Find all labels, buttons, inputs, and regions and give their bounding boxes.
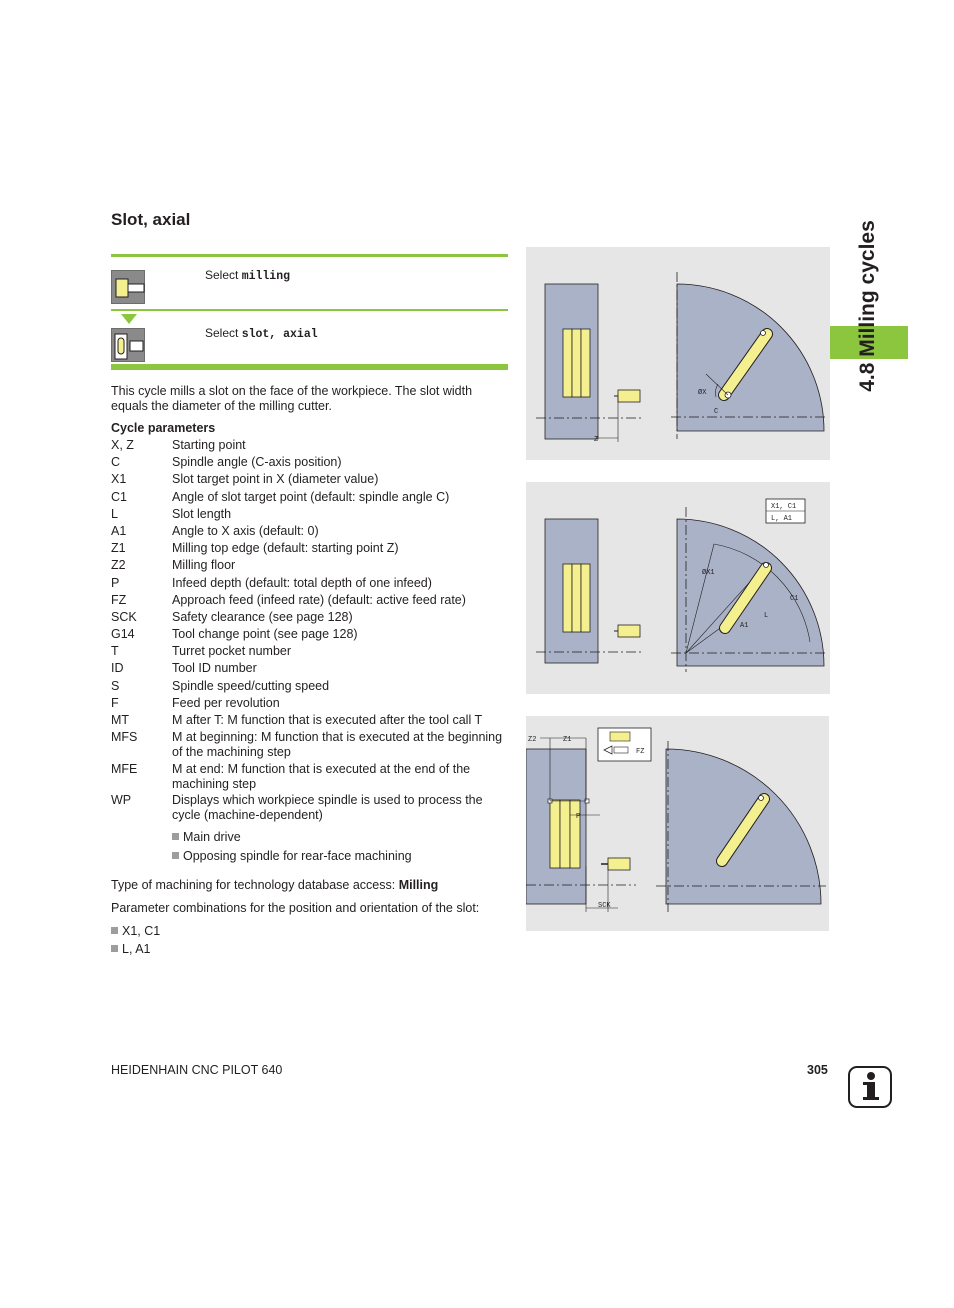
slot-axial-softkey-icon — [111, 328, 145, 362]
softkey-row-milling — [111, 268, 508, 306]
figure-label-a1: A1 — [740, 622, 749, 630]
info-icon — [848, 1066, 892, 1108]
milling-softkey-icon — [111, 270, 145, 304]
figure-label-fz: FZ — [636, 748, 645, 756]
figure-label-dx1: ØX1 — [702, 569, 715, 577]
figure-label-p: P — [576, 813, 581, 821]
chapter-title: 4.8 Milling cycles — [856, 220, 879, 392]
softkey-top-rule — [111, 254, 508, 257]
figure-label-l-a1: L, A1 — [771, 515, 793, 523]
figure-label-z1: Z1 — [563, 736, 572, 744]
page-number: 305 — [807, 1063, 828, 1077]
softkey-label-slot-axial: Select slot, axial — [205, 326, 318, 341]
footer-product: HEIDENHAIN CNC PILOT 640 — [111, 1063, 283, 1077]
figure-label-z: Z — [594, 436, 599, 444]
combo-item: X1, C1 — [111, 924, 160, 938]
figure-label-x1-c1: X1, C1 — [771, 503, 797, 511]
figure-label-sck: SCK — [598, 902, 611, 910]
figure-label-l: L — [764, 612, 769, 620]
tech-db-text: Type of machining for technology database access: Milling — [111, 878, 439, 892]
figure-slot-depth — [526, 716, 829, 931]
figure-label-c: C — [714, 408, 719, 416]
selection-arrow-icon — [121, 314, 137, 324]
softkey-bottom-rule — [111, 364, 508, 370]
combo-item: L, A1 — [111, 942, 151, 956]
wp-option: Opposing spindle for rear-face machining — [172, 849, 412, 863]
figure-label-dx: ØX — [698, 389, 707, 397]
figure-label-c1: C1 — [790, 595, 799, 603]
figure-slot-start-point — [526, 247, 830, 460]
figure-slot-target — [526, 482, 830, 694]
params-heading: Cycle parameters — [111, 421, 216, 435]
wp-option: Main drive — [172, 830, 241, 844]
intro-text: This cycle mills a slot on the face of the workpiece. The slot width equals the diameter of the milling cutter. — [111, 384, 473, 413]
softkey-row-slot — [111, 326, 508, 366]
figure-label-z2: Z2 — [528, 736, 537, 744]
softkey-mid-rule — [111, 309, 508, 311]
section-title: Slot, axial — [111, 210, 191, 229]
softkey-label-milling: Select milling — [205, 268, 291, 283]
combos-intro: Parameter combinations for the position and orientation of the slot: — [111, 901, 480, 915]
